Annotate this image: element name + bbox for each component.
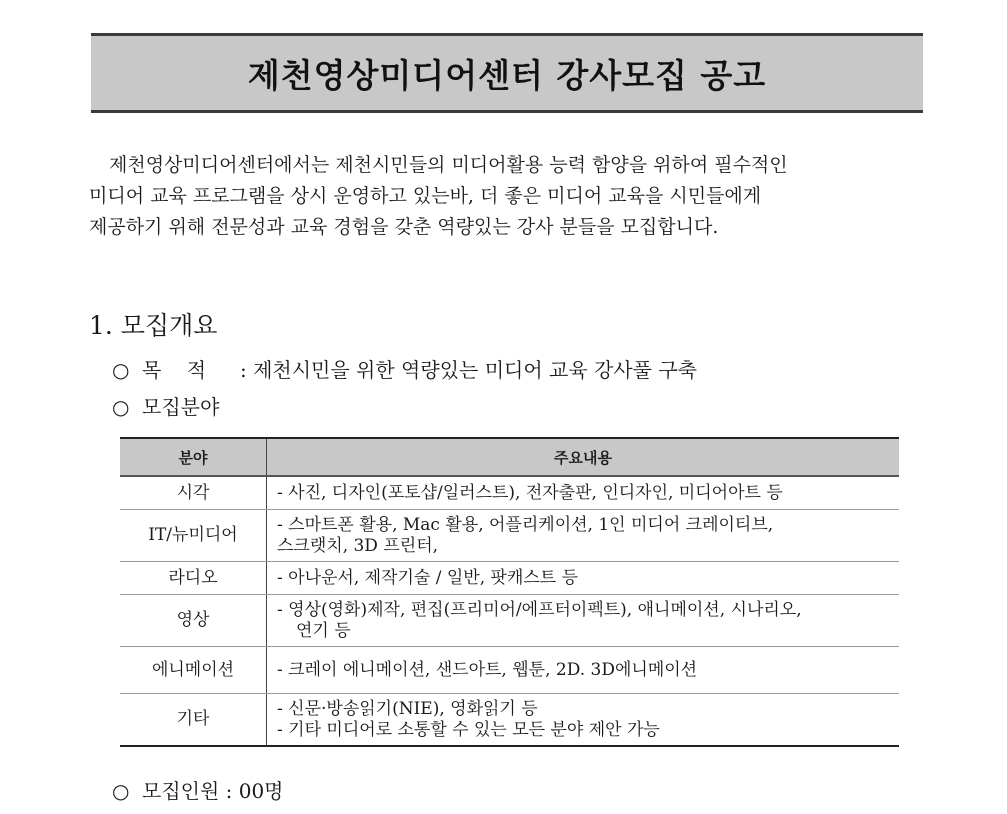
- headcount-value: : 00명: [225, 779, 284, 803]
- purpose-value: : 제천시민을 위한 역량있는 미디어 교육 강사풀 구축: [240, 358, 697, 382]
- field-cell: 시각: [120, 476, 267, 510]
- page-title: 제천영상미디어센터 강사모집 공고: [247, 55, 767, 95]
- table-header-row: [120, 438, 899, 476]
- content-cell: [267, 694, 900, 747]
- headcount-item: [112, 775, 284, 804]
- field-cell: IT/뉴미디어: [120, 510, 267, 562]
- header-content: 주요내용: [267, 438, 900, 476]
- content-line: - 사진, 디자인(포토샵/일러스트), 전자출판, 인디자인, 미디어아트 등: [277, 482, 783, 503]
- content-line: - 기타 미디어로 소통할 수 있는 모든 분야 제안 가능: [277, 719, 660, 740]
- content-line: - 아나운서, 제작기술 / 일반, 팟캐스트 등: [277, 567, 579, 588]
- intro-paragraph: [89, 150, 923, 243]
- circle-bullet-icon: ○: [112, 358, 130, 382]
- content-cell: [267, 476, 900, 510]
- fields-table: [120, 437, 899, 747]
- circle-bullet-icon: ○: [112, 779, 130, 803]
- table-row: [120, 476, 899, 510]
- title-banner: [91, 33, 923, 113]
- content-line: - 신문·방송읽기(NIE), 영화읽기 등: [277, 698, 538, 719]
- intro-line: 제공하기 위해 전문성과 교육 경험을 갖춘 역량있는 강사 분들을 모집합니다.: [89, 216, 719, 238]
- field-cell: 영상: [120, 595, 267, 647]
- content-cell: [267, 647, 900, 694]
- content-line: 스크랫치, 3D 프린터,: [277, 535, 439, 556]
- content-line: - 영상(영화)제작, 편집(프리미어/에프터이펙트), 애니메이션, 시나리오,: [277, 599, 802, 620]
- content-cell: [267, 595, 900, 647]
- fields-label: 모집분야: [142, 395, 220, 419]
- content-cell: [267, 562, 900, 595]
- header-field: 분야: [120, 438, 267, 476]
- table-row: [120, 694, 899, 747]
- content-line: - 스마트폰 활용, Mac 활용, 어플리케이션, 1인 미디어 크레이티브,: [277, 514, 774, 535]
- field-cell: 기타: [120, 694, 267, 747]
- field-cell: 라디오: [120, 562, 267, 595]
- headcount-label: 모집인원: [142, 779, 220, 803]
- table-row: [120, 595, 899, 647]
- fields-item: [112, 391, 219, 420]
- content-line: 연기 등: [296, 620, 351, 641]
- section-title: 1. 모집개요: [89, 311, 218, 340]
- purpose-item: [112, 354, 697, 383]
- purpose-label: 목 적: [142, 358, 207, 382]
- table-row: [120, 510, 899, 562]
- field-cell: 에니메이션: [120, 647, 267, 694]
- circle-bullet-icon: ○: [112, 395, 130, 419]
- table-row: [120, 647, 899, 694]
- intro-line: 제천영상미디어센터에서는 제천시민들의 미디어활용 능력 함양을 위하여 필수적인: [109, 154, 788, 176]
- table-row: [120, 562, 899, 595]
- content-cell: [267, 510, 900, 562]
- intro-line: 미디어 교육 프로그램을 상시 운영하고 있는바, 더 좋은 미디어 교육을 시민들에게: [89, 185, 762, 207]
- content-line: - 크레이 에니메이션, 샌드아트, 웹툰, 2D. 3D에니메이션: [277, 659, 698, 680]
